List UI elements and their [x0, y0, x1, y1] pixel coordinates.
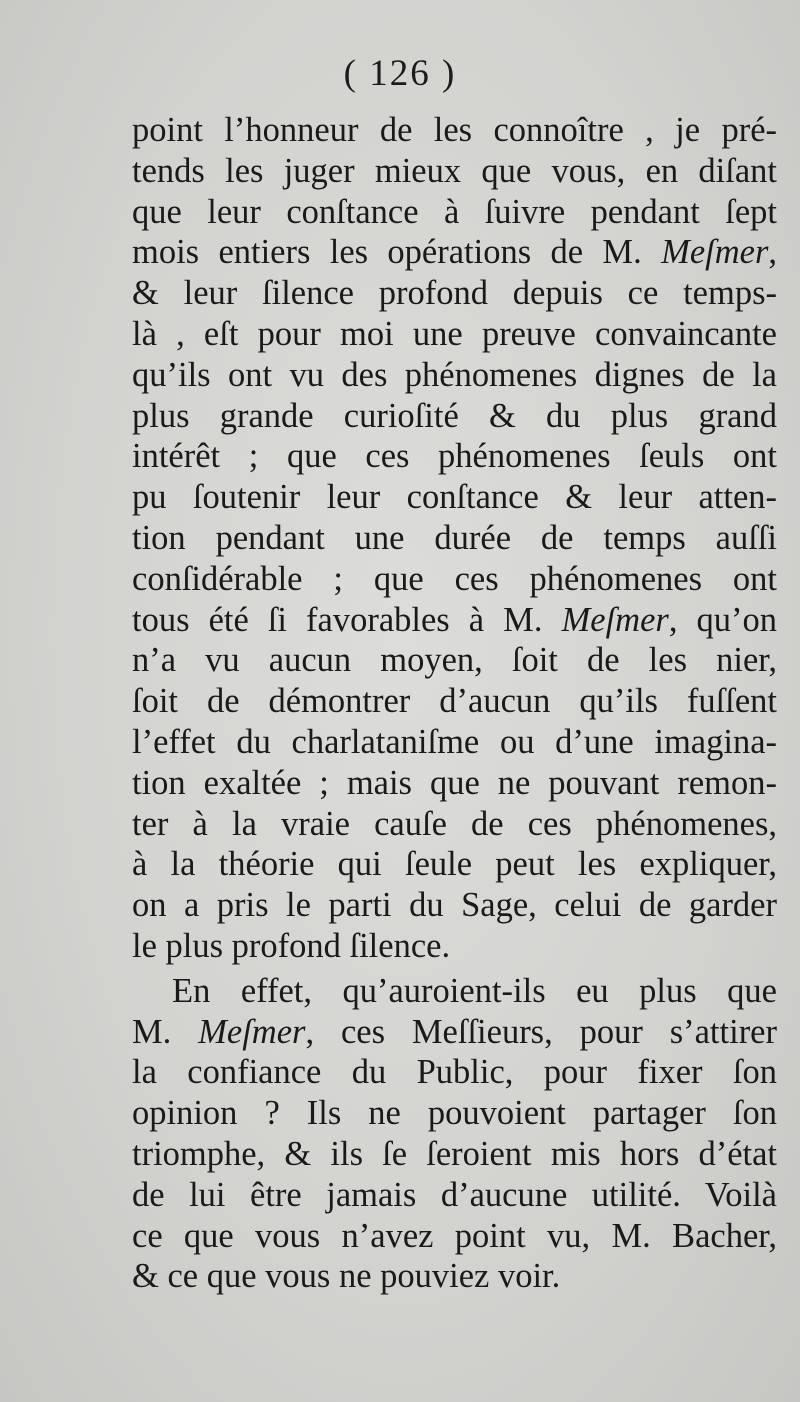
- text-line: ſoit de démontrer d’aucun qu’ils fuſſent: [132, 682, 777, 721]
- text-line: & leur ſilence profond depuis ce temps-: [132, 274, 777, 313]
- text-line: point l’honneur de les connoître , je pré-: [132, 111, 777, 149]
- text-line: plus grande curioſité & du plus grand: [132, 396, 777, 435]
- text-line: que leur conſtance à ſuivre pendant ſept: [132, 192, 777, 231]
- text-line: de lui être jamais d’aucune utilité. Voilà: [132, 1175, 777, 1214]
- text-line: à la théorie qui ſeule peut les expliquer,: [132, 845, 777, 884]
- text-line: ce que vous n’avez point vu, M. Bacher,: [132, 1216, 777, 1255]
- page-number: ( 126 ): [343, 53, 457, 94]
- text-line: on a pris le parti du Sage, celui de garder: [132, 886, 777, 925]
- text-line: ter à la vraie cauſe de ces phénomenes,: [132, 804, 777, 843]
- text-line: tends les juger mieux que vous, en diſant: [132, 151, 777, 190]
- text-line: pu ſoutenir leur conſtance & leur atten-: [132, 478, 777, 517]
- text-line: mois entiers les opérations de M. Meſmer,: [132, 233, 777, 272]
- text-line: la confiance du Public, pour fixer ſon: [132, 1053, 777, 1092]
- body-text: [132, 110, 777, 1297]
- text-line: conſidérable ; que ces phénomenes ont: [132, 559, 777, 598]
- text-line: tous été ſi favorables à M. Meſmer, qu’on: [132, 600, 777, 639]
- text-line: l’effet du charlataniſme ou d’une imagina-: [132, 722, 777, 761]
- italic-name: Meſmer: [561, 600, 669, 639]
- italic-name: Meſmer: [198, 1012, 306, 1051]
- text-line: En effet, qu’auroient-ils eu plus que: [172, 971, 777, 1010]
- text-line: opinion ? Ils ne pouvoient partager ſon: [132, 1094, 777, 1133]
- text-line: intérêt ; que ces phénomenes ſeuls ont: [132, 437, 777, 476]
- text-line: qu’ils ont vu des phénomenes dignes de la: [132, 355, 777, 394]
- text-line: & ce que vous ne pouviez voir.: [132, 1257, 561, 1296]
- italic-name: Meſmer: [661, 233, 769, 272]
- text-line: tion pendant une durée de temps auſſi: [132, 518, 777, 557]
- text-line: triomphe, & ils ſe ſeroient mis hors d’état: [132, 1134, 777, 1173]
- text-line: là , eſt pour moi une preuve convaincante: [132, 314, 777, 353]
- text-line: n’a vu aucun moyen, ſoit de les nier,: [132, 641, 777, 680]
- text-line: M. Meſmer, ces Meſſieurs, pour s’attirer: [132, 1012, 777, 1051]
- text-line: le plus profond ſilence.: [132, 926, 451, 965]
- text-line: tion exaltée ; mais que ne pouvant remon-: [132, 763, 777, 802]
